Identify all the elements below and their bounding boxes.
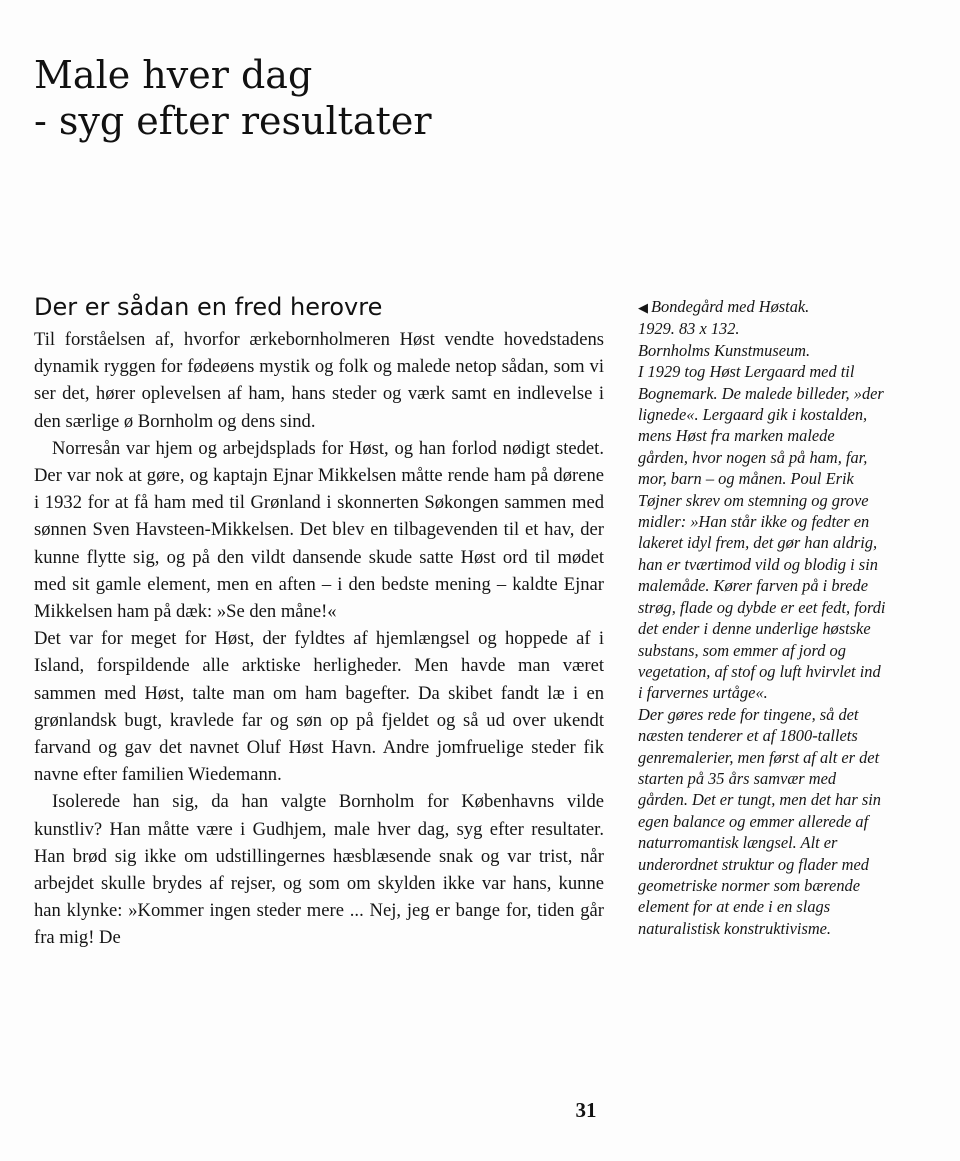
title-line-1: Male hver dag [34, 53, 313, 97]
main-text-column [34, 292, 604, 952]
title-line-2: - syg efter resultater [34, 99, 432, 143]
paragraph: Det var for meget for Høst, der fyldtes af hjemlængsel og hoppede af i Island, forspildende alle arktiske herligheder. Men havde man været sammen med Høst, talte man om ham bagefter. Da skibet fandt læ i en grønlandsk bugt, kravlede far og søn op på fjeldet og så ud over ukendt farvand og gav det navnet Oluf Høst Havn. Andre jomfruelige steder fik navne efter familien Wiedemann. [34, 628, 604, 786]
section-heading: Der er sådan en fred herovre [34, 293, 383, 321]
caption-meta: 1929. 83 x 132. [638, 319, 740, 339]
paragraph: Til forståelsen af, hvorfor ærkebornholmeren Høst vendte hovedstadens dynamik ryggen for fødeøens mystik og folk og malede netop sådan, som vi ser det, hører oplevelsen af ham, hans steder og værk samt en indlevelse i den særlige ø Bornholm og dens sind. [34, 329, 604, 432]
page-title [34, 52, 594, 144]
paragraph: Norresån var hjem og arbejdsplads for Høst, og han forlod nødigt stedet. Der var nok at gøre, og kaptajn Ejnar Mikkelsen måtte rende ham på dørene i 1932 for at få ham med til Grønland i skonnerten Søkongen sammen med sønnen Sven Havsteen-Mikkelsen. Det blev en tilbagevenden til et hav, der kunne flytte sig, og på den vildt dansende skude satte Høst ord til mødet med sit gamle element, men en aften – i den bedste mening – kaldte Ejnar Mikkelsen ham på dæk: »Se den måne!« [34, 437, 604, 623]
caption-museum: Bornholms Kunstmuseum. [638, 340, 811, 360]
paragraph: Isolerede han sig, da han valgte Bornholm for Københavns vilde kunstliv? Han måtte være i Gudhjem, male hver dag, syg efter resultater. Han brød sig ikke om udstillingernes hæsblæsende snak og var trist, når arbejdet skulle brydes af rejser, og som om skylden ikke var hans, kunne han klynke: »Kommer ingen steder mere ... Nej, jeg er bange for, tiden går fra mig! De [34, 791, 604, 949]
image-caption-sidebar [638, 296, 888, 939]
caption-text-1: I 1929 tog Høst Lergaard med til Bognemark. De malede billeder, »der lignede«. Lergaard gik i kostalden, mens Høst fra marken malede gården, hvor nogen så på ham, far, mor, barn – og månen. Poul Erik Tøjner skrev om stemning og grove midler: »Han står ikke og fedter en lakeret idyl frem, det gør han aldrig, han er tværtimod vild og blodig i sin malemåde. Kører farven på i brede strøg, flade og dybde er eet fedt, fordi det ender i denne underlige høstske substans, som emmer af jord og vegetation, af stof og luft hvirvlet ind i farvernes urtåge«. [638, 362, 886, 703]
caption-title-line [638, 296, 888, 318]
caption-title: Bondegård med Høstak. [651, 297, 810, 316]
arrow-left-icon: ◀ [638, 300, 648, 315]
caption-text-2: Der gøres rede for tingene, så det næsten tenderer et af 1800-tallets genremalerier, men først af alt er det starten på 35 års samvær med gården. Det er tungt, men det har sin egen balance og emmer allerede af naturromantisk længsel. Alt er underordnet struktur og flader med geometriske normer som bærende element for at ende i en slags naturalistisk konstruktivisme. [638, 704, 881, 938]
page-number: 31 [575, 1098, 597, 1122]
